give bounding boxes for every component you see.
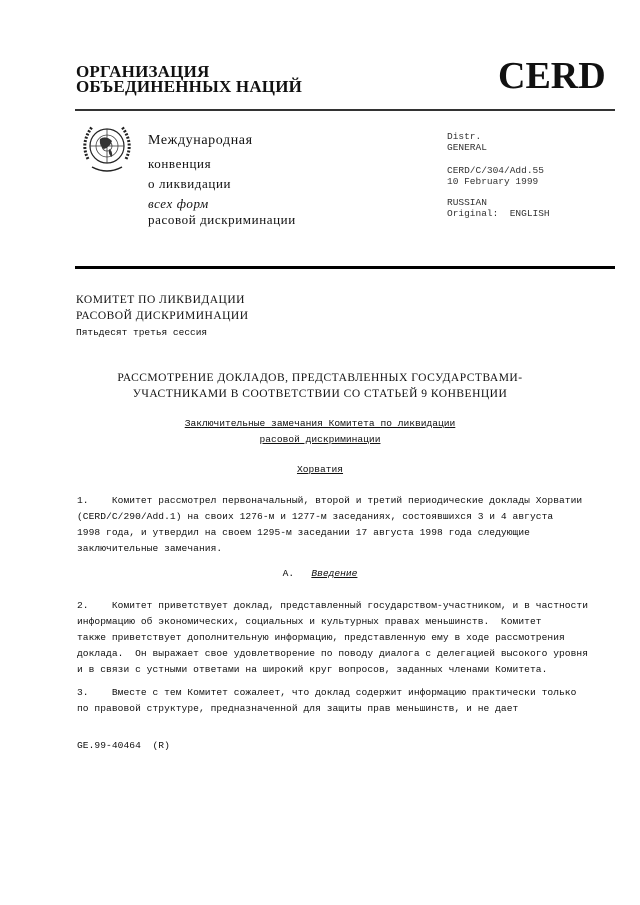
para1-line: 1998 года, и утвердил на своем 1295-м заседании 17 августа 1998 года следующие (77, 527, 530, 538)
document-language: RUSSIAN (447, 197, 487, 208)
para3-line: 3. Вместе с тем Комитет сожалеет, что доклад содержит информацию практически только (77, 687, 577, 698)
para2-line: доклада. Он выражает свое удовлетворение по поводу диалога с делегацией высокого уровня (77, 648, 589, 659)
para1-line: 1. Комитет рассмотрел первоначальный, второй и третий периодические доклады Хорватии (77, 495, 583, 506)
subtitle-line-1: Заключительные замечания Комитета по ликвидации (184, 418, 456, 429)
convention-line-4: всех форм (148, 196, 209, 211)
section-title: Введение (311, 568, 358, 579)
para1-line: заключительные замечания. (77, 543, 223, 554)
para2-line: также приветствует дополнительную информацию, представленную ему в ходе рассмотрения (77, 632, 565, 643)
para2-line: 2. Комитет приветствует доклад, представленный государством-участником, и в частности (77, 600, 589, 611)
section-letter: A. (282, 568, 295, 579)
convention-line-1: Международная (148, 133, 253, 148)
convention-line-5: расовой дискриминации (148, 212, 296, 227)
org-name-line2: ОБЪЕДИНЕННЫХ НАЦИЙ (76, 77, 303, 96)
un-emblem-icon (78, 119, 136, 177)
committee-line-1: КОМИТЕТ ПО ЛИКВИДАЦИИ (76, 294, 245, 306)
footer-job-number: GE.99-40464 (R) (77, 740, 170, 751)
title-line-2: УЧАСТНИКАМИ В СООТВЕТСТВИИ СО СТАТЬЕЙ 9 КОНВЕНЦИИ (132, 388, 508, 400)
convention-line-2: конвенция (148, 156, 212, 171)
session: Пятьдесят третья сессия (76, 327, 208, 338)
document-symbol-logo: CERD (498, 55, 606, 97)
original-language: Original: ENGLISH (447, 208, 550, 219)
para1-line: (CERD/C/290/Add.1) на своих 1276-м и 1277-м заседаниях, состоявшихся 3 и 4 августа (77, 511, 554, 522)
para2-line: информацию об экономических, социальных и культурных правах меньшинств. Комитет (77, 616, 542, 627)
header-rule (75, 109, 615, 111)
org-name-line1: ОРГАНИЗАЦИЯ (76, 62, 210, 81)
section-a-heading (0, 568, 640, 579)
distr-label: Distr. (447, 131, 482, 142)
subtitle-line-2: расовой дискриминации (259, 434, 381, 445)
para2-line: и в связи с устными ответами на широкий круг вопросов, заданных членами Комитета. (77, 664, 548, 675)
para3-line: по правовой структуре, предназначенной для защиты прав меньшинств, и не дает (77, 703, 519, 714)
title-line-1: РАССМОТРЕНИЕ ДОКЛАДОВ, ПРЕДСТАВЛЕННЫХ ГОСУДАРСТВАМИ- (117, 372, 523, 384)
convention-line-3: о ликвидации (148, 176, 232, 191)
document-date: 10 February 1999 (447, 176, 539, 187)
committee-line-2: РАСОВОЙ ДИСКРИМИНАЦИИ (76, 310, 249, 322)
header-thick-rule (75, 266, 615, 269)
country-heading: Хорватия (296, 464, 344, 475)
document-number: CERD/C/304/Add.55 (447, 165, 544, 176)
distr-value: GENERAL (447, 142, 487, 153)
